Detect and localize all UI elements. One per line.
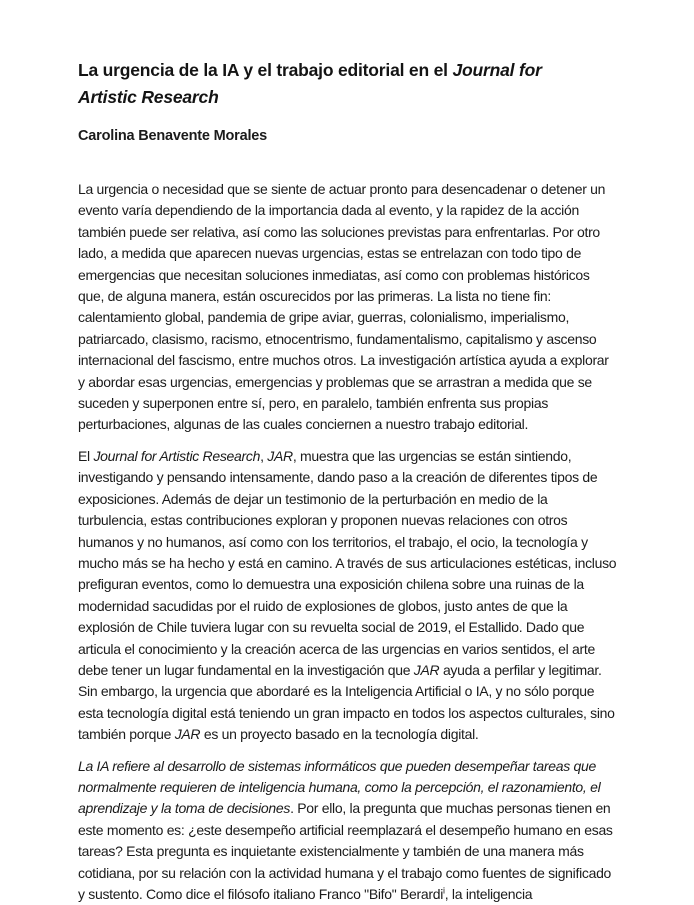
- text-run-italic: La IA refiere al desarrollo de sistemas informáticos que pueden desempeñar tareas que normalmente requieren de inteligencia humana, como la percepción, el razonamiento, el aprendizaje y la toma de decisiones: [78, 757, 601, 817]
- text-run-italic: JAR: [267, 447, 293, 464]
- text-run-italic: JAR: [174, 726, 201, 743]
- text-run: La urgencia o necesidad que se siente de actuar pronto para desencadenar o detener un evento varía dependiendo de la importancia dada al evento, y la rapidez de la acción también puede ser relativa, así como las soluciones previstas para enfrentarlas. Por otro lado, a medida que aparecen nuevas urgencias, estas se entrelazan con todo tipo de emergencias que necesitan soluciones inmediatas, así como con problemas históricos que, de alguna manera, están oscurecidos por las primeras. La lista no tiene fin: calentamiento global, pandemia de gripe aviar, guerras, colonialismo, imperialismo, patriarcado, clasismo, racismo, etnocentrismo, fundamentalismo, capitalismo y ascenso internacional del fascismo, entre muchos otros. La investigación artística ayuda a explorar y abordar esas urgencias, emergencias y problemas que se arrastran a medida que se suceden y superponen entre sí, pero, en paralelo, también enfrenta sus propias perturbaciones, algunas de las cuales conciernen a nuestro trabajo editorial.: [78, 181, 609, 433]
- author-name: Carolina Benavente Morales: [78, 128, 268, 144]
- text-run-italic: Journal for Artistic Research: [93, 447, 261, 464]
- text-run: es un proyecto basado en la tecnología digital.: [200, 726, 479, 743]
- paragraph: [78, 446, 617, 746]
- paragraph: [78, 179, 617, 436]
- text-run: La urgencia de la IA y el trabajo editorial en el: [78, 60, 453, 80]
- text-run: , la inteligencia: [444, 886, 533, 902]
- text-run: El: [78, 447, 94, 464]
- footnote-reference: i: [443, 885, 445, 896]
- document-body: [78, 179, 617, 905]
- text-run: , muestra que las urgencias se están sintiendo, investigando y pensando intensamente, dando paso a la creación de diferentes tipos de exposiciones. Además de dejar un testimonio de la perturbación en medio de la turbulencia, estas contribuciones exploran y proponen nuevas relaciones con otros humanos y no humanos, así como con los territorios, el trabajo, el ocio, la tecnología y mucho más se ha hecho y está en camino. A través de sus articulaciones estéticas, incluso prefiguran eventos, como lo demuestra una exposición chilena sobre una ruinas de la modernidad sacudidas por el ruido de explosiones de globos, justo antes de que la explosión de Chile tuviera lugar con su revuelta social de 2019, el Estallido. Dado que articula el conocimiento y la creación acerca de las urgencias en varios sentidos, el arte debe tener un lugar fundamental en la investigación que: [78, 447, 617, 678]
- paragraph: [78, 756, 617, 905]
- text-run-italic: Journal for Artistic Research: [78, 60, 542, 107]
- text-run: . Por ello, la pregunta que muchas personas tienen en este momento es: ¿este desempeño artificial reemplazará el desempeño humano en esas tareas? Esta pregunta es inquietante existencialmente y también de una manera más cotidiana, por su relación con la actividad humana y el trabajo como fuentes de significado y sustento. Como dice el filósofo italiano Franco "Bifo" Berardi: [78, 800, 613, 902]
- text-run: ,: [260, 447, 268, 464]
- document-title: [78, 57, 583, 111]
- text-run-italic: JAR: [413, 661, 440, 678]
- text-run: ayuda a perfilar y legitimar. Sin embargo, la urgencia que abordaré es la Inteligencia Artificial o IA, y no sólo porque esta tecnología digital está teniendo un gran impacto en todos los aspectos culturales, sino también porque: [78, 661, 615, 743]
